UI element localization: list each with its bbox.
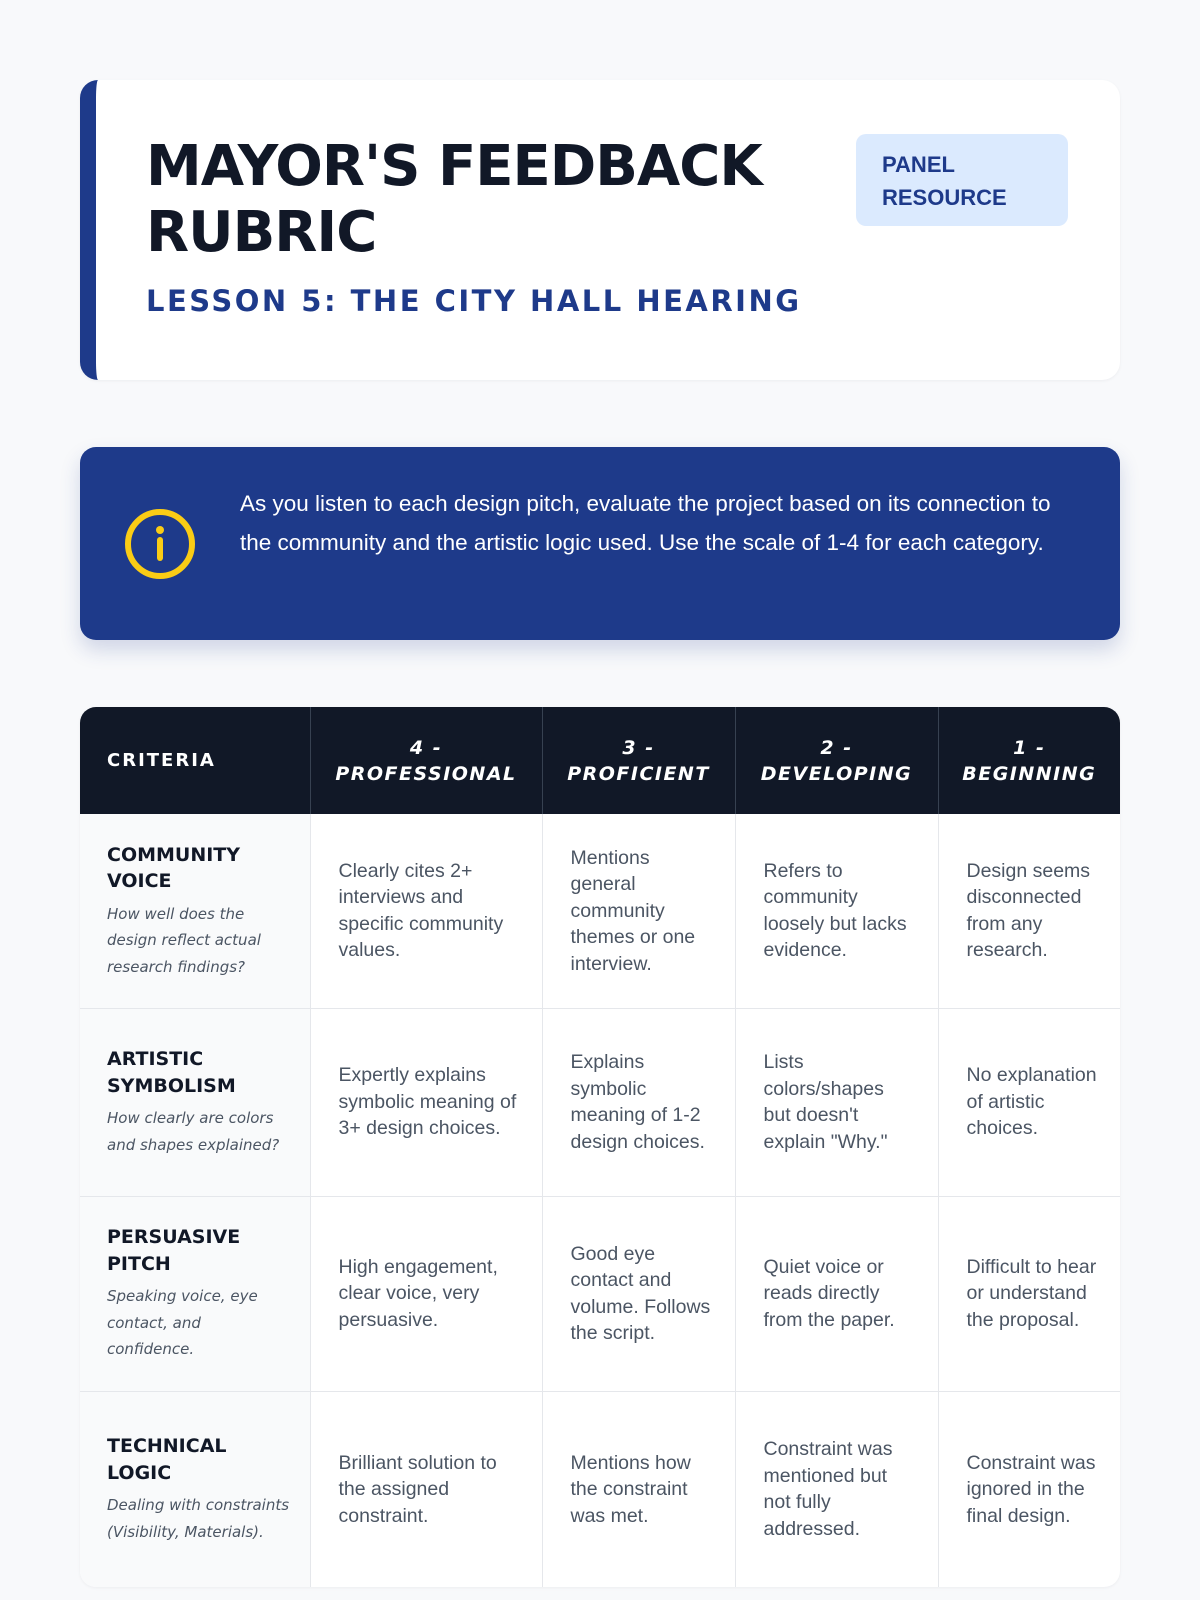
score-cell-1: No explanation of artistic choices. [938,1008,1120,1196]
criteria-cell [80,1008,310,1196]
panel-resource-badge: PANEL RESOURCE [856,134,1068,226]
score-cell-2: Lists colors/shapes but doesn't explain "Why." [735,1008,938,1196]
score-cell-2: Constraint was mentioned but not fully addressed. [735,1391,938,1587]
score-cell-2: Quiet voice or reads directly from the paper. [735,1196,938,1391]
criteria-name: COMMUNITY VOICE [107,843,241,892]
criteria-description: How well does the design reflect actual research findings? [107,904,261,976]
score-cell-3: Mentions how the constraint was met. [542,1391,735,1587]
score-cell-3: Explains symbolic meaning of 1-2 design choices. [542,1008,735,1196]
criteria-description: How clearly are colors and shapes explained? [107,1109,280,1154]
score-cell-3: Mentions general community themes or one interview. [542,814,735,1008]
criteria-cell [80,1196,310,1391]
column-header-professional: 4 - PROFESSIONAL [310,707,542,814]
column-header-developing: 2 - DEVELOPING [735,707,938,814]
page-title: MAYOR'S FEEDBACK RUBRIC [146,134,762,265]
criteria-cell [80,814,310,1008]
table-header-row [80,707,1120,814]
criteria-name: ARTISTIC SYMBOLISM [107,1048,236,1097]
criteria-cell [80,1391,310,1587]
column-header-criteria: CRITERIA [80,707,310,814]
criteria-description: Speaking voice, eye contact, and confidence. [107,1287,258,1359]
header-card [80,80,1120,380]
column-header-proficient: 3 - PROFICIENT [542,707,735,814]
score-cell-4: Clearly cites 2+ interviews and specific community values. [310,814,542,1008]
table-row [80,1008,1120,1196]
column-header-beginning: 1 - BEGINNING [938,707,1120,814]
score-cell-1: Design seems disconnected from any research. [938,814,1120,1008]
info-banner [80,447,1120,640]
criteria-name: PERSUASIVE PITCH [107,1226,241,1275]
table-row [80,1196,1120,1391]
score-cell-4: Expertly explains symbolic meaning of 3+ design choices. [310,1008,542,1196]
table-row [80,814,1120,1008]
info-circle-icon [124,508,196,580]
criteria-name: TECHNICAL LOGIC [107,1435,227,1484]
rubric-table [80,707,1120,1587]
score-cell-1: Constraint was ignored in the final design. [966,1451,1096,1527]
score-cell-3: Good eye contact and volume. Follows the script. [542,1196,735,1391]
instructions-text: As you listen to each design pitch, evaluate the project based on its connection to the community and the artistic logic used. Use the scale of 1-4 for each category. [240,491,1051,555]
criteria-description: Dealing with constraints (Visibility, Materials). [107,1496,290,1541]
lesson-subtitle: LESSON 5: THE CITY HALL HEARING [146,284,802,318]
table-row [80,1391,1120,1587]
score-cell-1: Difficult to hear or understand the proposal. [938,1196,1120,1391]
score-cell-4: High engagement, clear voice, very persuasive. [310,1196,542,1391]
score-cell-2: Refers to community loosely but lacks evidence. [735,814,938,1008]
score-cell-4: Brilliant solution to the assigned constraint. [310,1391,542,1587]
